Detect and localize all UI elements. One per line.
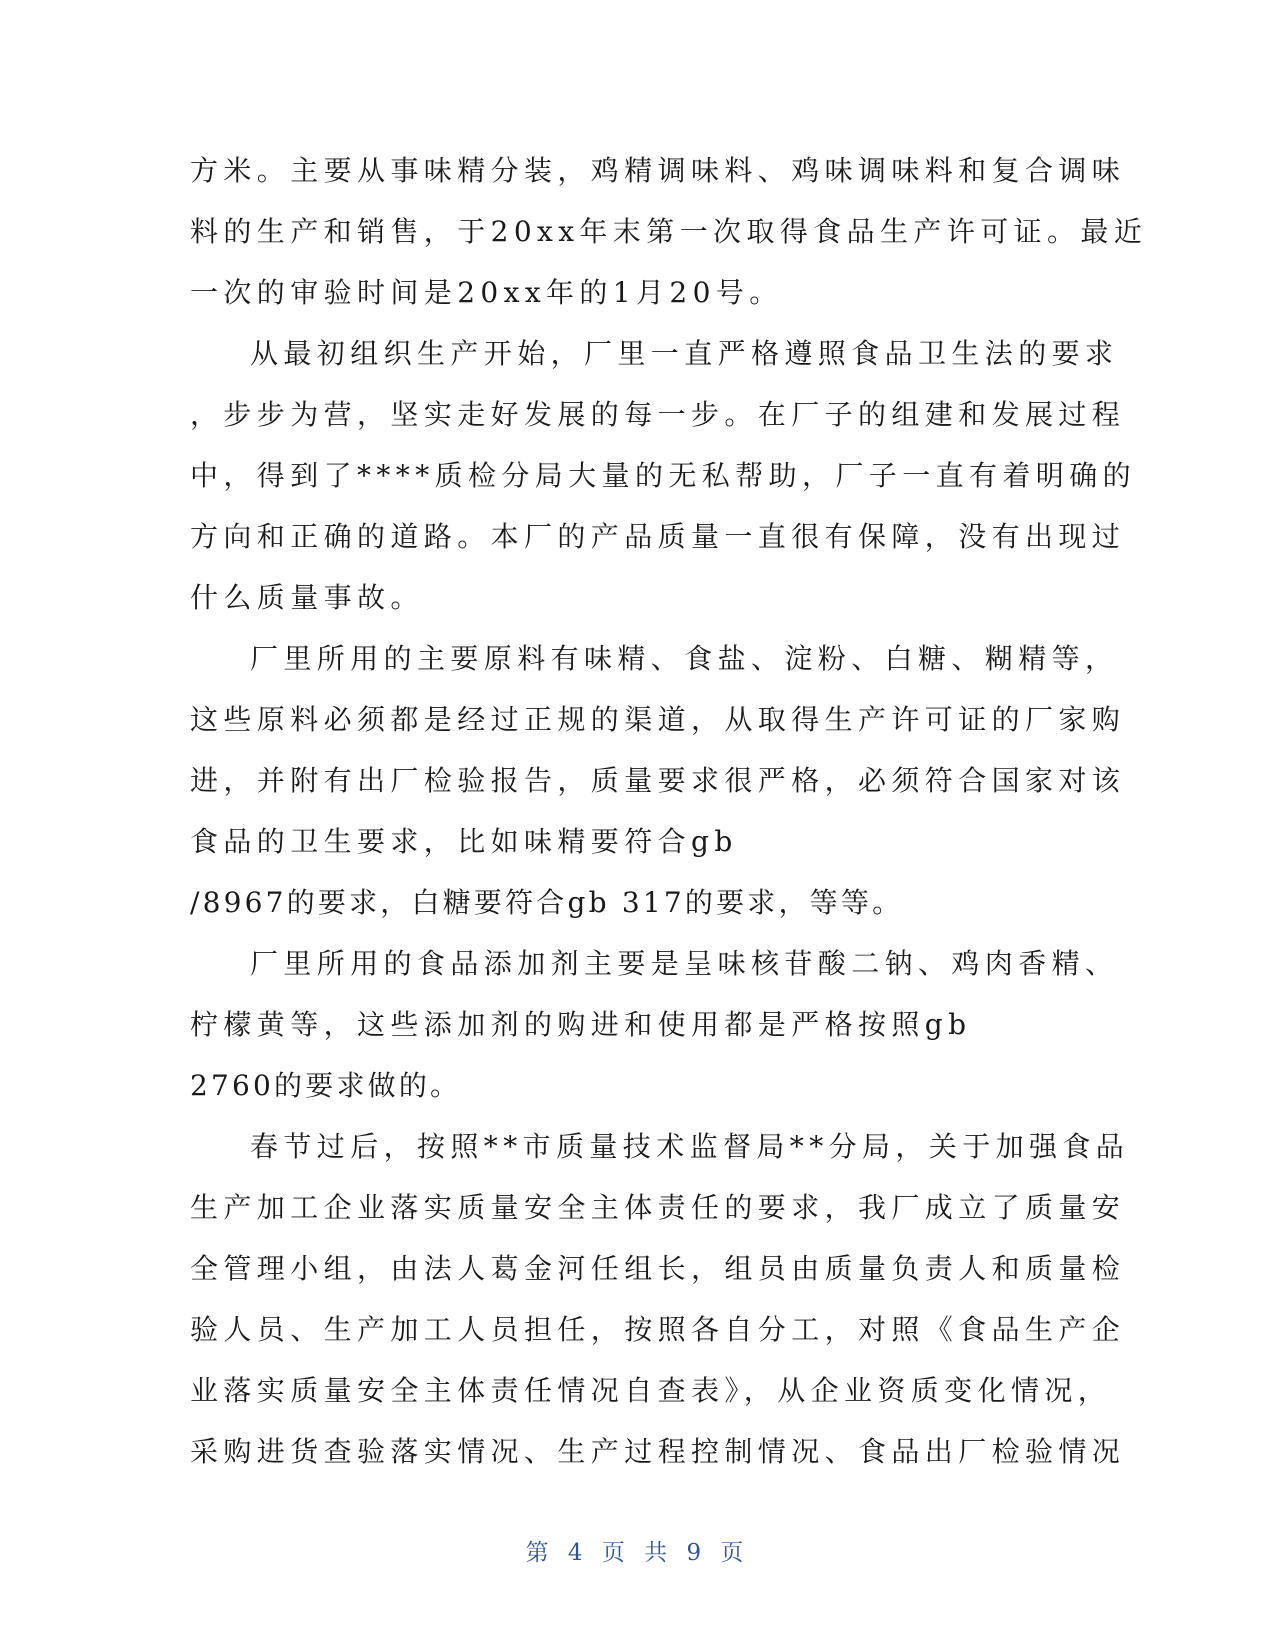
text-line: 中，得到了****质检分局大量的无私帮助，厂子一直有着明确的 xyxy=(190,459,1137,492)
text-line: 柠檬黄等，这些添加剂的购进和使用都是严格按照gb xyxy=(190,1008,972,1041)
text-line: 进，并附有出厂检验报告，质量要求很严格，必须符合国家对该 xyxy=(190,764,1126,797)
text-line: 业落实质量安全主体责任情况自查表》，从企业资质变化情况， xyxy=(190,1374,1112,1407)
text-line: 什么质量事故。 xyxy=(190,581,424,614)
text-line: 方米。主要从事味精分装，鸡精调味料、鸡味调味料和复合调味 xyxy=(190,154,1126,187)
paragraph-first-line: 从最初组织生产开始，厂里一直严格遵照食品卫生法的要求 xyxy=(250,337,1119,370)
text-line: 生产加工企业落实质量安全主体责任的要求，我厂成立了质量安 xyxy=(190,1191,1126,1224)
text-line: 食品的卫生要求，比如味精要符合gb xyxy=(190,825,738,858)
text-line: 一次的审验时间是20xx年的1月20号。 xyxy=(190,276,783,309)
paragraph-first-line: 厂里所用的食品添加剂主要是呈味核苷酸二钠、鸡肉香精、 xyxy=(250,947,1119,980)
page-number-footer: 第 4 页 共 9 页 xyxy=(525,1540,750,1566)
text-line: /8967的要求，白糖要符合gb 317的要求，等等。 xyxy=(190,886,904,919)
text-line: 采购进货查验落实情况、生产过程控制情况、食品出厂检验情况 xyxy=(190,1435,1126,1468)
text-line: 2760的要求做的。 xyxy=(190,1069,462,1102)
text-line: 验人员、生产加工人员担任，按照各自分工，对照《食品生产企 xyxy=(190,1313,1126,1346)
text-line: 这些原料必须都是经过正规的渠道，从取得生产许可证的厂家购 xyxy=(190,703,1126,736)
paragraph-first-line: 厂里所用的主要原料有味精、食盐、淀粉、白糖、糊精等， xyxy=(250,642,1119,675)
text-line: 全管理小组，由法人葛金河任组长，组员由质量负责人和质量检 xyxy=(190,1252,1126,1285)
paragraph-first-line: 春节过后，按照**市质量技术监督局**分局，关于加强食品 xyxy=(250,1130,1130,1163)
text-line: ，步步为营，坚实走好发展的每一步。在厂子的组建和发展过程 xyxy=(190,398,1126,431)
text-line: 方向和正确的道路。本厂的产品质量一直很有保障，没有出现过 xyxy=(190,520,1126,553)
text-line: 料的生产和销售，于20xx年末第一次取得食品生产许可证。最近 xyxy=(190,215,1148,248)
document-body xyxy=(190,140,1148,1482)
